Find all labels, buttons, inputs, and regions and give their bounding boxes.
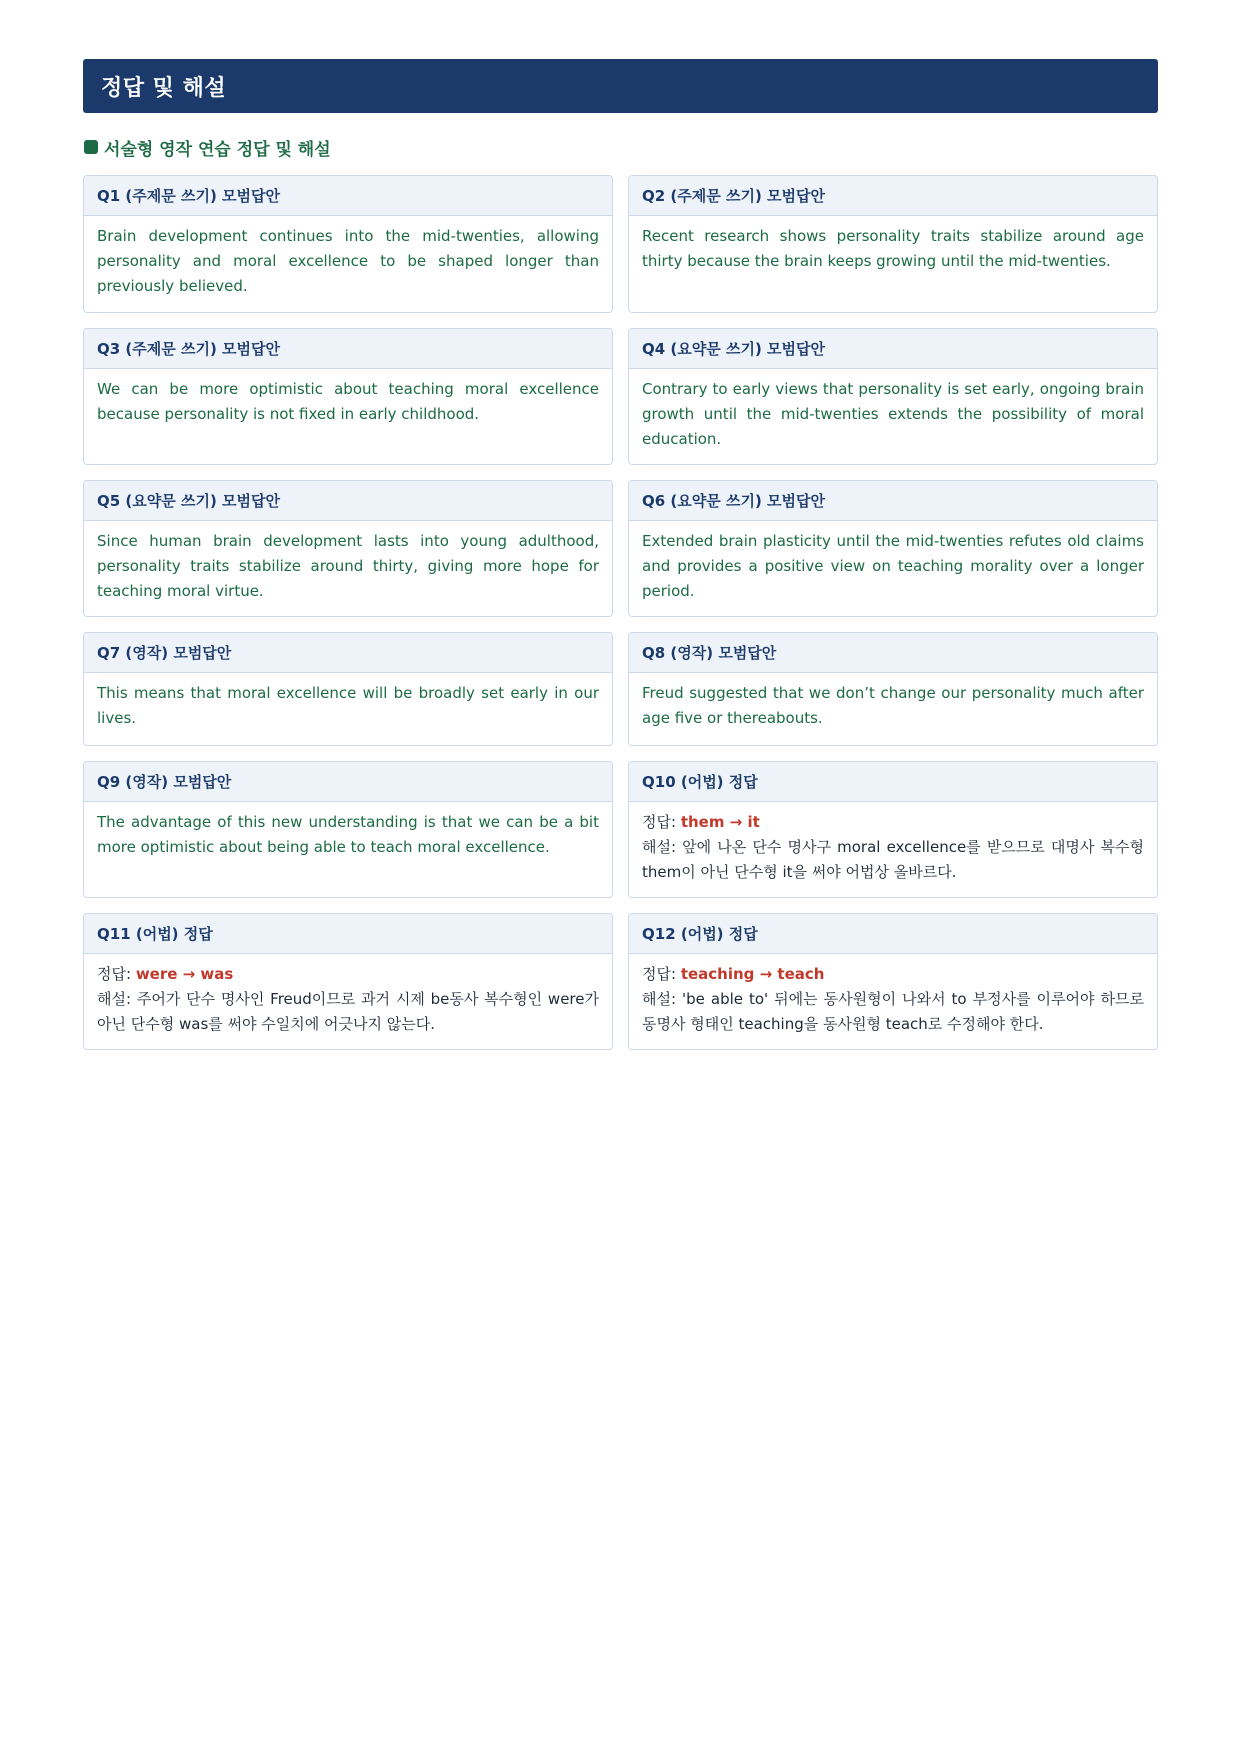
answer-card-q3 <box>83 328 613 465</box>
answer-card-q6 <box>628 480 1158 617</box>
model-answer-text: Extended brain plasticity until the mid-twenties refutes old claims and provides a positive view on teaching morality over a longer period. <box>642 532 1144 600</box>
card-heading: Q1 (주제문 쓰기) 모범답안 <box>84 176 612 216</box>
page-title: 정답 및 해설 <box>101 75 227 101</box>
answer-card-q7 <box>83 632 613 746</box>
answer-grid <box>83 175 1158 1065</box>
answer-card-q11 <box>83 913 613 1050</box>
section-title-text: 서술형 영작 연습 정답 및 해설 <box>104 139 331 160</box>
answer-card-q12 <box>628 913 1158 1050</box>
card-heading: Q9 (영작) 모범답안 <box>84 762 612 802</box>
answer-correction: were → was <box>135 965 234 983</box>
answer-line <box>642 810 1144 835</box>
card-heading: Q6 (요약문 쓰기) 모범답안 <box>629 481 1157 521</box>
page-header <box>83 59 1158 113</box>
answer-card-q1 <box>83 175 613 313</box>
model-answer-text: Contrary to early views that personality is set early, ongoing brain growth until the mid-twenties extends the possibility of moral education. <box>642 380 1144 448</box>
answer-card-q9 <box>83 761 613 898</box>
card-heading: Q2 (주제문 쓰기) 모범답안 <box>629 176 1157 216</box>
model-answer-text: We can be more optimistic about teaching moral excellence because personality is not fixed in early childhood. <box>97 380 599 423</box>
answer-card-q5 <box>83 480 613 617</box>
model-answer-text: Recent research shows personality traits stabilize around age thirty because the brain keeps growing until the mid-twenties. <box>642 227 1144 270</box>
model-answer-text: The advantage of this new understanding is that we can be a bit more optimistic about being able to teach moral excellence. <box>97 813 599 856</box>
square-bullet-icon <box>84 140 98 154</box>
grammar-answer-body <box>84 954 612 1049</box>
answer-page <box>83 59 1158 1065</box>
grammar-answer-body <box>629 802 1157 897</box>
answer-label: 정답: <box>97 965 136 983</box>
card-heading: Q3 (주제문 쓰기) 모범답안 <box>84 329 612 369</box>
explanation-text: 해설: 주어가 단수 명사인 Freud이므로 과거 시제 be동사 복수형인 were가 아닌 단수형 was를 써야 수일치에 어긋나지 않는다. <box>97 990 599 1033</box>
section-heading <box>83 135 1158 159</box>
explanation-text: 해설: 앞에 나온 단수 명사구 moral excellence를 받으므로 대명사 복수형 them이 아닌 단수형 it을 써야 어법상 올바르다. <box>642 838 1144 881</box>
explanation-text: 해설: 'be able to' 뒤에는 동사원형이 나와서 to 부정사를 이루어야 하므로 동명사 형태인 teaching을 동사원형 teach로 수정해야 한다. <box>642 990 1144 1033</box>
card-heading: Q7 (영작) 모범답안 <box>84 633 612 673</box>
card-heading: Q12 (어법) 정답 <box>629 914 1157 954</box>
answer-line <box>642 962 1144 987</box>
model-answer-text: Brain development continues into the mid-twenties, allowing personality and moral excellence to be shaped longer than previously believed. <box>97 227 599 295</box>
card-heading: Q8 (영작) 모범답안 <box>629 633 1157 673</box>
model-answer-text: This means that moral excellence will be broadly set early in our lives. <box>97 684 599 727</box>
answer-correction: them → it <box>680 813 760 831</box>
model-answer-text: Since human brain development lasts into young adulthood, personality traits stabilize around thirty, giving more hope for teaching moral virtue. <box>97 532 599 600</box>
answer-card-q8 <box>628 632 1158 746</box>
answer-card-q2 <box>628 175 1158 313</box>
card-heading: Q10 (어법) 정답 <box>629 762 1157 802</box>
grammar-answer-body <box>629 954 1157 1049</box>
model-answer-text: Freud suggested that we don’t change our personality much after age five or thereabouts. <box>642 684 1144 727</box>
answer-line <box>97 962 599 987</box>
card-heading: Q5 (요약문 쓰기) 모범답안 <box>84 481 612 521</box>
answer-card-q10 <box>628 761 1158 898</box>
answer-card-q4 <box>628 328 1158 465</box>
card-heading: Q11 (어법) 정답 <box>84 914 612 954</box>
card-heading: Q4 (요약문 쓰기) 모범답안 <box>629 329 1157 369</box>
answer-correction: teaching → teach <box>680 965 825 983</box>
answer-label: 정답: <box>642 813 681 831</box>
answer-label: 정답: <box>642 965 681 983</box>
